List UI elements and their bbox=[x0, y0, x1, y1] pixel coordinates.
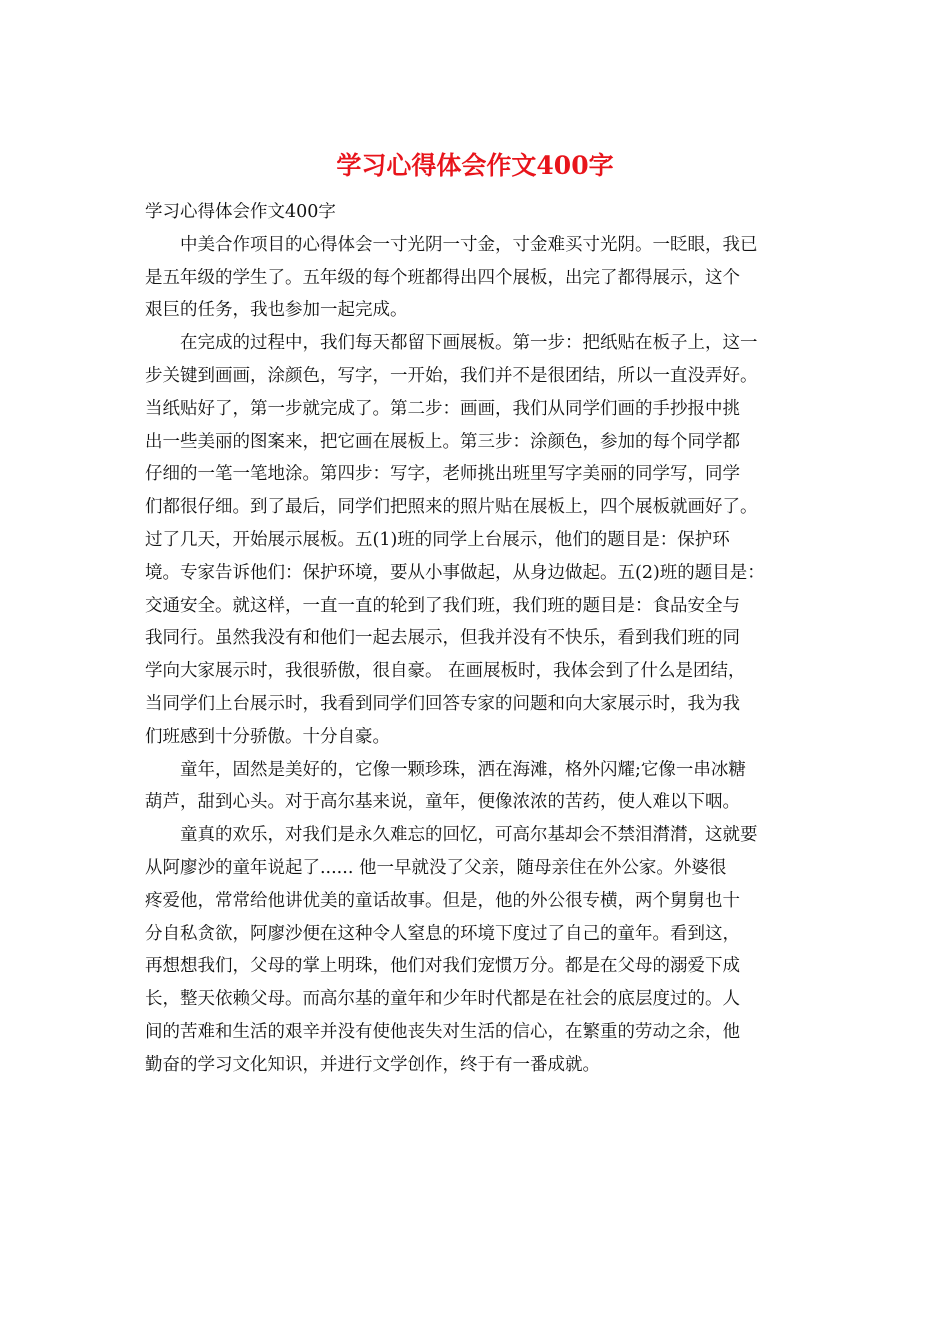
body-line: 中美合作项目的心得体会一寸光阴一寸金，寸金难买寸光阴。一眨眼，我已 bbox=[145, 234, 758, 255]
document-title: 学习心得体会作文400字 bbox=[336, 151, 614, 180]
body-line: 过了几天，开始展示展板。五(1)班的同学上台展示，他们的题目是：保护环 bbox=[145, 529, 730, 550]
body-line: 分自私贪欲，阿廖沙便在这种令人窒息的环境下度过了自己的童年。看到这， bbox=[145, 923, 740, 944]
body-line: 间的苦难和生活的艰辛并没有使他丧失对生活的信心，在繁重的劳动之余，他 bbox=[145, 1021, 740, 1042]
body-line: 当同学们上台展示时，我看到同学们回答专家的问题和向大家展示时，我为我 bbox=[145, 693, 740, 714]
body-line: 出一些美丽的图案来，把它画在展板上。第三步：涂颜色，参加的每个同学都 bbox=[145, 431, 740, 452]
body-line: 仔细的一笔一笔地涂。第四步：写字，老师挑出班里写字美丽的同学写，同学 bbox=[145, 464, 740, 485]
body-line: 步关键到画画，涂颜色，写字，一开始，我们并不是很团结，所以一直没弄好。 bbox=[145, 365, 758, 386]
body-line: 在完成的过程中，我们每天都留下画展板。第一步：把纸贴在板子上，这一 bbox=[145, 333, 758, 354]
body-line: 们班感到十分骄傲。十分自豪。 bbox=[145, 726, 390, 747]
body-line: 学向大家展示时，我很骄傲，很自豪。 在画展板时，我体会到了什么是团结， bbox=[145, 661, 746, 682]
body-line-subtitle: 学习心得体会作文400字 bbox=[145, 202, 336, 222]
body-line: 童年，固然是美好的，它像一颗珍珠，洒在海滩，格外闪耀;它像一串冰糖 bbox=[145, 759, 746, 780]
body-line: 葫芦，甜到心头。对于高尔基来说，童年，便像浓浓的苦药，使人难以下咽。 bbox=[145, 792, 740, 813]
body-line: 长，整天依赖父母。而高尔基的童年和少年时代都是在社会的底层度过的。人 bbox=[145, 989, 740, 1010]
body-line: 境。专家告诉他们：保护环境，要从小事做起，从身边做起。五(2)班的题目是： bbox=[145, 562, 765, 583]
document-body bbox=[145, 196, 815, 1082]
body-line: 童真的欢乐，对我们是永久难忘的回忆，可高尔基却会不禁泪潸潸，这就要 bbox=[145, 825, 758, 846]
body-line: 艰巨的任务，我也参加一起完成。 bbox=[145, 300, 408, 321]
body-line: 们都很仔细。到了最后，同学们把照来的照片贴在展板上，四个展板就画好了。 bbox=[145, 497, 758, 518]
body-line: 再想想我们，父母的掌上明珠，他们对我们宠惯万分。都是在父母的溺爱下成 bbox=[145, 956, 740, 977]
body-line: 当纸贴好了，第一步就完成了。第二步：画画，我们从同学们画的手抄报中挑 bbox=[145, 398, 740, 419]
body-line: 勤奋的学习文化知识，并进行文学创作，终于有一番成就。 bbox=[145, 1054, 600, 1075]
body-line: 交通安全。就这样，一直一直的轮到了我们班，我们班的题目是：食品安全与 bbox=[145, 595, 740, 616]
body-line: 是五年级的学生了。五年级的每个班都得出四个展板，出完了都得展示，这个 bbox=[145, 267, 740, 288]
body-line: 从阿廖沙的童年说起了...... 他一早就没了父亲，随母亲住在外公家。外婆很 bbox=[145, 857, 727, 878]
body-line: 疼爱他，常常给他讲优美的童话故事。但是，他的外公很专横，两个舅舅也十 bbox=[145, 890, 740, 911]
body-line: 我同行。虽然我没有和他们一起去展示，但我并没有不快乐，看到我们班的同 bbox=[145, 628, 740, 649]
